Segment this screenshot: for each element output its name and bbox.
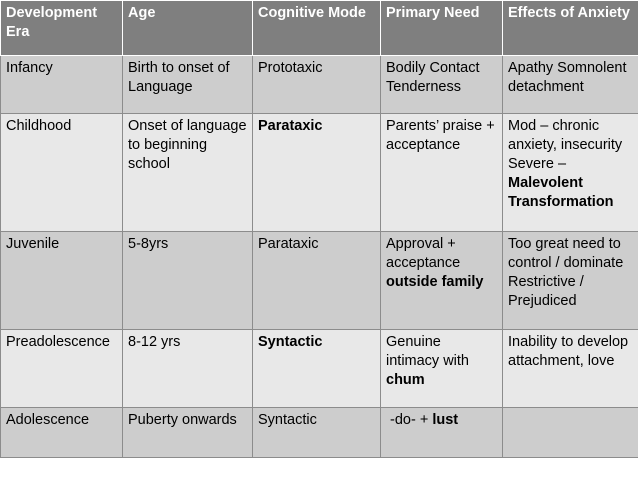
cell-age: 8-12 yrs [123, 330, 253, 408]
table-row [1, 330, 638, 408]
cell-era: Infancy [1, 56, 123, 114]
effects-control: Too great need to control / dominate [508, 236, 624, 271]
table-row [1, 114, 638, 232]
cell-era: Adolescence [1, 408, 123, 458]
header-effects-of-anxiety: Effects of Anxiety [503, 1, 638, 56]
effects-moderate: Mod – chronic anxiety, insecurity [508, 118, 623, 153]
effects-severe: Severe – [508, 156, 567, 172]
table-row [1, 56, 638, 114]
need-approval: Approval + acceptance [386, 236, 461, 271]
cell-need: Bodily Contact Tenderness [381, 56, 503, 114]
need-chum: chum [386, 372, 425, 388]
cell-effects: Inability to develop attachment, love [503, 330, 638, 408]
cell-age: Onset of language to beginning school [123, 114, 253, 232]
cell-age: Birth to onset of Language [123, 56, 253, 114]
cell-era: Preadolescence [1, 330, 123, 408]
effects-restrictive: Restrictive / Prejudiced [508, 274, 584, 309]
cell-need [381, 232, 503, 330]
cell-mode: Syntactic [253, 408, 381, 458]
cell-mode: Parataxic [253, 114, 381, 232]
cell-mode: Prototaxic [253, 56, 381, 114]
need-outside-family: outside family [386, 274, 484, 290]
need-do: -do- + [386, 412, 433, 428]
cell-era: Juvenile [1, 232, 123, 330]
need-intimacy: Genuine intimacy with [386, 334, 469, 369]
header-row [1, 1, 638, 56]
header-primary-need: Primary Need [381, 1, 503, 56]
cell-age: 5-8yrs [123, 232, 253, 330]
cell-need [381, 408, 503, 458]
cell-mode: Parataxic [253, 232, 381, 330]
table-row [1, 232, 638, 330]
cell-mode: Syntactic [253, 330, 381, 408]
cell-need: Parents’ praise + acceptance [381, 114, 503, 232]
cell-effects [503, 408, 638, 458]
effects-malevolent: Malevolent Transformation [508, 175, 614, 210]
cell-effects: Apathy Somnolent detachment [503, 56, 638, 114]
need-lust: lust [432, 412, 459, 428]
cell-age: Puberty onwards [123, 408, 253, 458]
header-development-era: Development Era [1, 1, 123, 56]
header-cognitive-mode: Cognitive Mode [253, 1, 381, 56]
cell-era: Childhood [1, 114, 123, 232]
cell-effects [503, 114, 638, 232]
cell-effects [503, 232, 638, 330]
cell-need [381, 330, 503, 408]
table-row [1, 408, 638, 458]
header-age: Age [123, 1, 253, 56]
